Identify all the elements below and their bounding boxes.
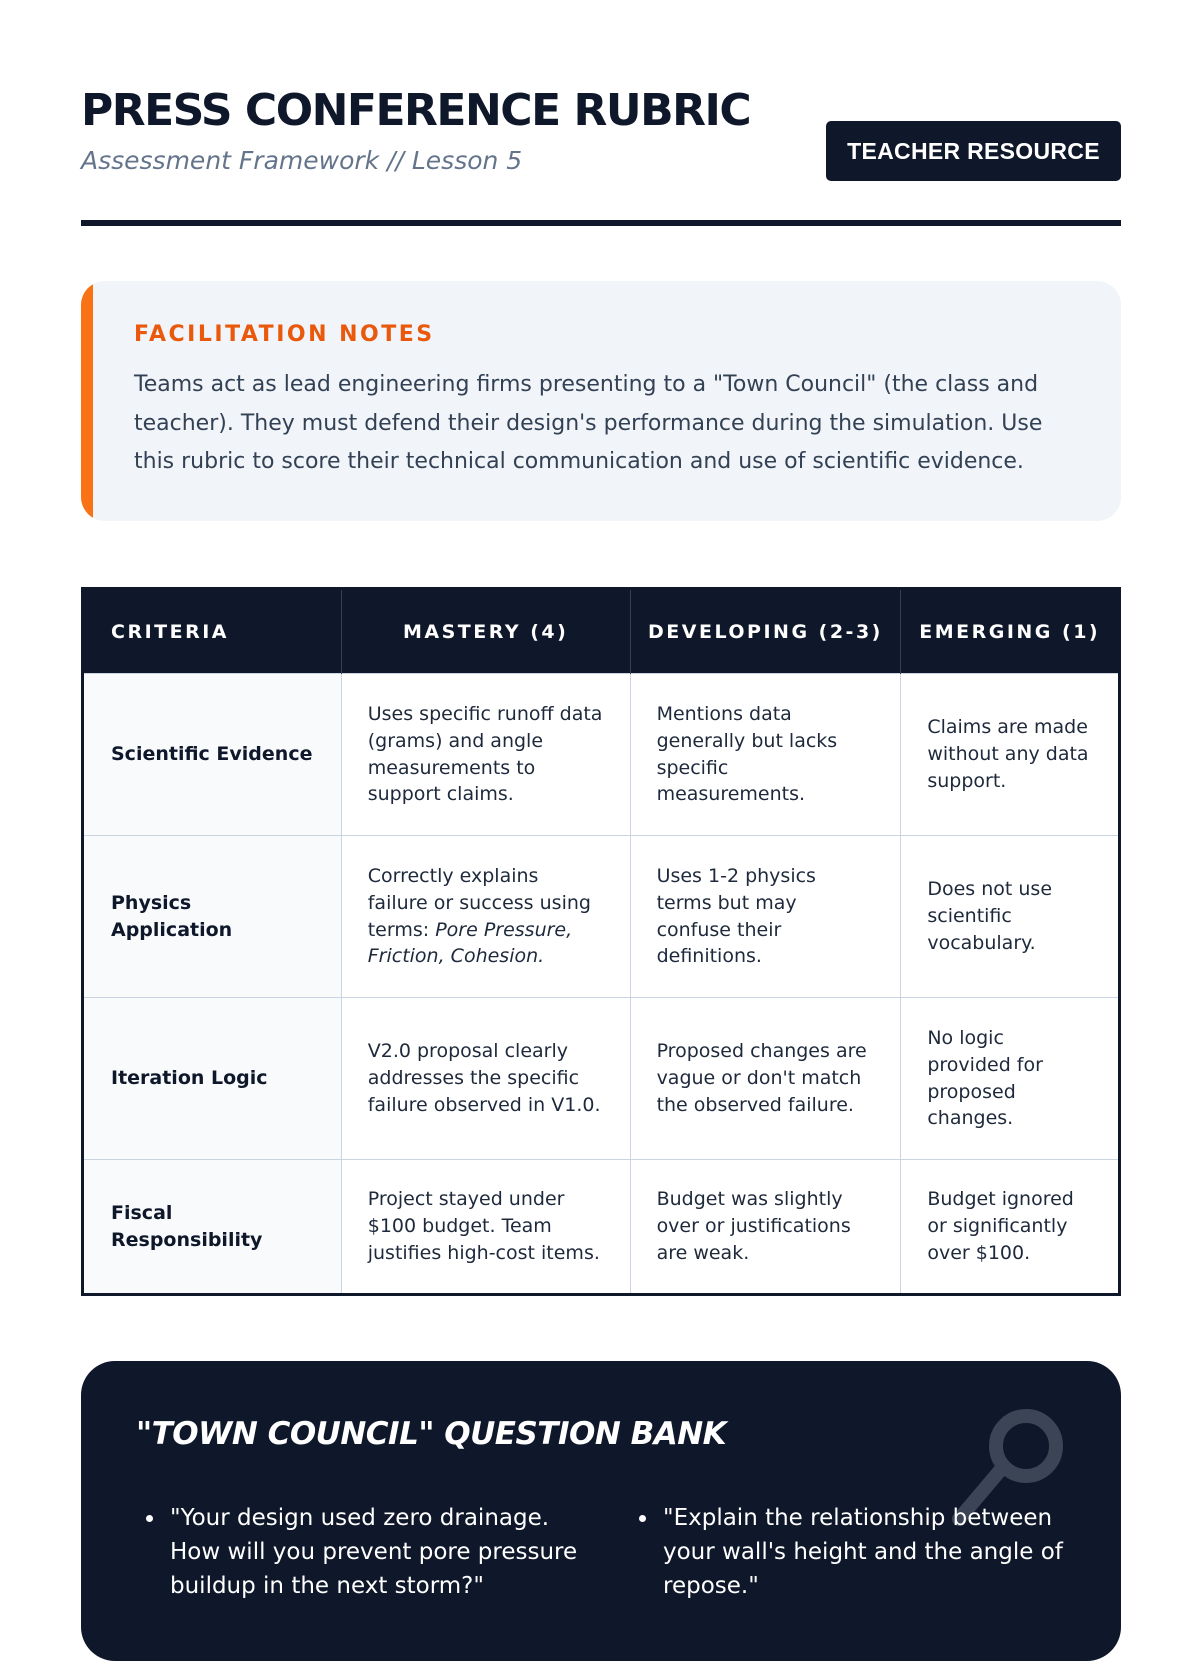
table-row [83, 674, 1120, 836]
criteria-cell: Iteration Logic [83, 998, 342, 1160]
emerging-cell: Claims are made without any data support. [901, 674, 1120, 836]
question-list-left [136, 1501, 586, 1603]
rubric-page [81, 0, 1121, 1599]
column-header-developing: DEVELOPING (2-3) [630, 589, 901, 674]
column-header-criteria: CRITERIA [83, 589, 342, 674]
notes-body: Teams act as lead engineering firms presenting to a "Town Council" (the class and teacher). They must defend their design's performance during the simulation. Use this rubric to score their technical communication and use of scientific evidence. [134, 372, 1043, 474]
emerging-cell: Budget ignored or significantly over $100. [901, 1160, 1120, 1295]
page-header [81, 0, 1121, 228]
emerging-cell: No logic provided for proposed changes. [901, 998, 1120, 1160]
mastery-text: Correctly explains failure or success using terms: [367, 865, 591, 941]
criteria-cell: Fiscal Responsibility [83, 1160, 342, 1295]
notes-heading: FACILITATION NOTES [134, 322, 435, 347]
physics-terms: Pore Pressure, Friction, Cohesion. [367, 918, 573, 968]
criteria-cell: Scientific Evidence [83, 674, 342, 836]
developing-cell: Mentions data generally but lacks specific measurements. [630, 674, 901, 836]
emerging-cell: Does not use scientific vocabulary. [901, 836, 1120, 998]
notes-accent-bar [81, 281, 93, 521]
header-divider [81, 220, 1121, 226]
table-row [83, 836, 1120, 998]
mastery-cell [341, 836, 630, 998]
table-row [83, 1160, 1120, 1295]
question-item: • "Explain the relationship between your wall's height and the angle of repose." [659, 1501, 1079, 1603]
mastery-cell: V2.0 proposal clearly addresses the specific failure observed in V1.0. [341, 998, 630, 1160]
developing-cell: Proposed changes are vague or don't match the observed failure. [630, 998, 901, 1160]
table-header-row [83, 589, 1120, 674]
question-bank-card [81, 1361, 1121, 1661]
mastery-cell: Uses specific runoff data (grams) and angle measurements to support claims. [341, 674, 630, 836]
question-list-right [629, 1501, 1079, 1603]
page-title: PRESS CONFERENCE RUBRIC [81, 85, 751, 136]
page-subtitle: Assessment Framework // Lesson 5 [81, 146, 523, 175]
question-item: • "Your design used zero drainage. How will you prevent pore pressure buildup in the next storm?" [166, 1501, 586, 1603]
table-row [83, 998, 1120, 1160]
criteria-cell: Physics Application [83, 836, 342, 998]
facilitation-notes-card [81, 281, 1121, 521]
rubric-table [81, 587, 1121, 1296]
question-bank-title: "TOWN COUNCIL" QUESTION BANK [136, 1416, 727, 1452]
column-header-emerging: EMERGING (1) [901, 589, 1120, 674]
column-header-mastery: MASTERY (4) [341, 589, 630, 674]
developing-cell: Uses 1-2 physics terms but may confuse their definitions. [630, 836, 901, 998]
teacher-resource-badge: TEACHER RESOURCE [826, 121, 1121, 181]
developing-cell: Budget was slightly over or justifications are weak. [630, 1160, 901, 1295]
mastery-cell: Project stayed under $100 budget. Team justifies high-cost items. [341, 1160, 630, 1295]
